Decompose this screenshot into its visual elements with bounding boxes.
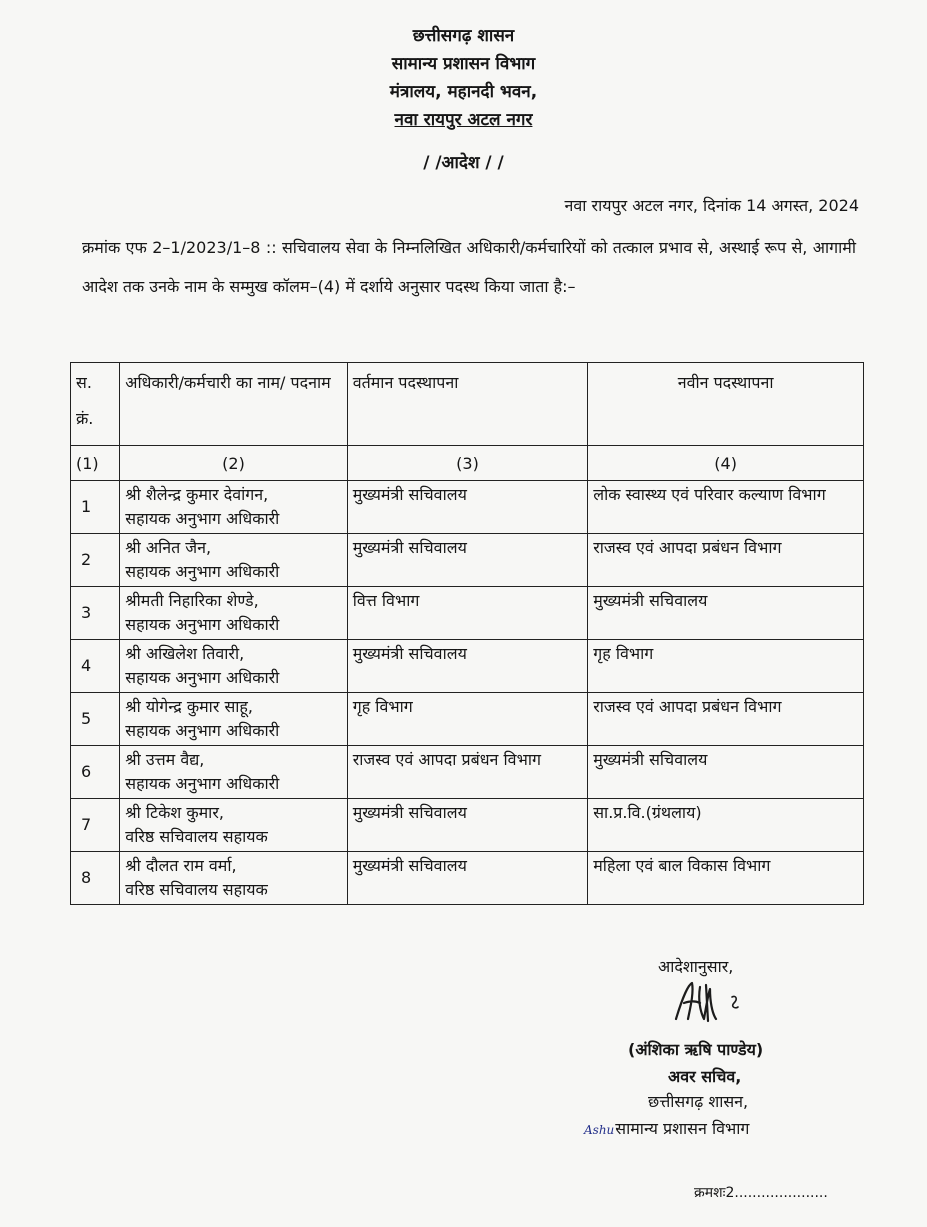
row-serial: 3	[71, 587, 120, 640]
row-name-designation	[120, 481, 347, 534]
row-current-posting: राजस्व एवं आपदा प्रबंधन विभाग	[347, 746, 588, 799]
signatory-department-line	[584, 1117, 749, 1139]
row-serial: 5	[71, 693, 120, 746]
row-current-posting: मुख्यमंत्री सचिवालय	[347, 640, 588, 693]
letterhead	[0, 22, 927, 134]
signatory-designation: अवर सचिव,	[668, 1067, 742, 1086]
table-row	[71, 852, 864, 905]
header-new-posting: नवीन पदस्थापना	[588, 363, 864, 446]
officer-designation: सहायक अनुभाग अधिकारी	[125, 721, 280, 740]
signatory-government: छत्तीसगढ़ शासन,	[648, 1092, 749, 1111]
row-new-posting: राजस्व एवं आपदा प्रबंधन विभाग	[588, 693, 864, 746]
table-row	[71, 587, 864, 640]
table-row	[71, 799, 864, 852]
row-current-posting: मुख्यमंत्री सचिवालय	[347, 534, 588, 587]
row-serial: 6	[71, 746, 120, 799]
row-current-posting: मुख्यमंत्री सचिवालय	[347, 481, 588, 534]
signatory-department: सामान्य प्रशासन विभाग	[615, 1119, 750, 1138]
column-number: (4)	[588, 446, 864, 481]
row-name-designation	[120, 693, 347, 746]
handwritten-signature	[670, 979, 750, 1029]
table-row	[71, 746, 864, 799]
officer-designation: सहायक अनुभाग अधिकारी	[125, 615, 280, 634]
table-header-row	[71, 363, 864, 446]
table-row	[71, 481, 864, 534]
place-date: नवा रायपुर अटल नगर, दिनांक 14 अगस्त, 2024	[564, 196, 859, 215]
officer-designation: वरिष्ठ सचिवालय सहायक	[125, 880, 268, 899]
row-name-designation	[120, 640, 347, 693]
officer-designation: सहायक अनुभाग अधिकारी	[125, 562, 280, 581]
officer-name: श्री अखिलेश तिवारी,	[125, 644, 245, 663]
postings-table	[70, 362, 864, 905]
column-number: (3)	[347, 446, 588, 481]
row-name-designation	[120, 852, 347, 905]
row-name-designation	[120, 799, 347, 852]
row-serial: 1	[71, 481, 120, 534]
table-row	[71, 640, 864, 693]
order-intro-paragraph: क्रमांक एफ 2–1/2023/1–8 :: सचिवालय सेवा के निम्नलिखित अधिकारी/कर्मचारियों को तत्काल प्रभाव से, अस्थाई रूप से, आगामी आदेश तक उनके नाम के सम्मुख कॉलम–(4) में दर्शाये अनुसार पदस्थ किया जाता है:–	[82, 238, 856, 296]
letterhead-government: छत्तीसगढ़ शासन	[412, 26, 515, 46]
signature-icon	[670, 979, 750, 1025]
officer-name: श्री अनित जैन,	[125, 538, 212, 557]
officer-designation: वरिष्ठ सचिवालय सहायक	[125, 827, 268, 846]
handwritten-initials: Ashu	[584, 1123, 615, 1137]
header-serial: स. क्रं.	[71, 363, 120, 446]
letterhead-building: मंत्रालय, महानदी भवन,	[389, 82, 538, 102]
row-current-posting: मुख्यमंत्री सचिवालय	[347, 852, 588, 905]
row-current-posting: मुख्यमंत्री सचिवालय	[347, 799, 588, 852]
column-number: (2)	[120, 446, 347, 481]
officer-name: श्री शैलेन्द्र कुमार देवांगन,	[125, 485, 269, 504]
officer-designation: सहायक अनुभाग अधिकारी	[125, 774, 280, 793]
row-new-posting: राजस्व एवं आपदा प्रबंधन विभाग	[588, 534, 864, 587]
header-name-designation: अधिकारी/कर्मचारी का नाम/ पदनाम	[120, 363, 347, 446]
letterhead-department: सामान्य प्रशासन विभाग	[391, 54, 536, 74]
continued-marker: क्रमशः2.....................	[694, 1185, 828, 1201]
officer-name: श्री उत्तम वैद्य,	[125, 750, 205, 769]
officer-name: श्री योगेन्द्र कुमार साहू,	[125, 697, 253, 716]
officer-designation: सहायक अनुभाग अधिकारी	[125, 668, 280, 687]
row-new-posting: मुख्यमंत्री सचिवालय	[588, 746, 864, 799]
row-serial: 8	[71, 852, 120, 905]
header-current-posting: वर्तमान पदस्थापना	[347, 363, 588, 446]
row-new-posting: सा.प्र.वि.(ग्रंथलाय)	[588, 799, 864, 852]
officer-name: श्री टिकेश कुमार,	[125, 803, 224, 822]
officer-name: श्रीमती निहारिका शेण्डे,	[125, 591, 259, 610]
column-number: (1)	[71, 446, 120, 481]
officer-designation: सहायक अनुभाग अधिकारी	[125, 509, 280, 528]
row-current-posting: गृह विभाग	[347, 693, 588, 746]
table-row	[71, 693, 864, 746]
row-name-designation	[120, 534, 347, 587]
row-name-designation	[120, 587, 347, 640]
order-title: / /आदेश / /	[423, 153, 504, 173]
table-row	[71, 534, 864, 587]
letterhead-city: नवा रायपुर अटल नगर	[394, 110, 533, 130]
by-order-text: आदेशानुसार,	[658, 957, 734, 976]
row-new-posting: महिला एवं बाल विकास विभाग	[588, 852, 864, 905]
officer-name: श्री दौलत राम वर्मा,	[125, 856, 237, 875]
row-name-designation	[120, 746, 347, 799]
row-serial: 7	[71, 799, 120, 852]
row-serial: 4	[71, 640, 120, 693]
signatory-name: (अंशिका ऋषि पाण्डेय)	[628, 1040, 764, 1059]
row-serial: 2	[71, 534, 120, 587]
row-new-posting: मुख्यमंत्री सचिवालय	[588, 587, 864, 640]
row-new-posting: गृह विभाग	[588, 640, 864, 693]
row-new-posting: लोक स्वास्थ्य एवं परिवार कल्याण विभाग	[588, 481, 864, 534]
row-current-posting: वित्त विभाग	[347, 587, 588, 640]
column-number-row	[71, 446, 864, 481]
